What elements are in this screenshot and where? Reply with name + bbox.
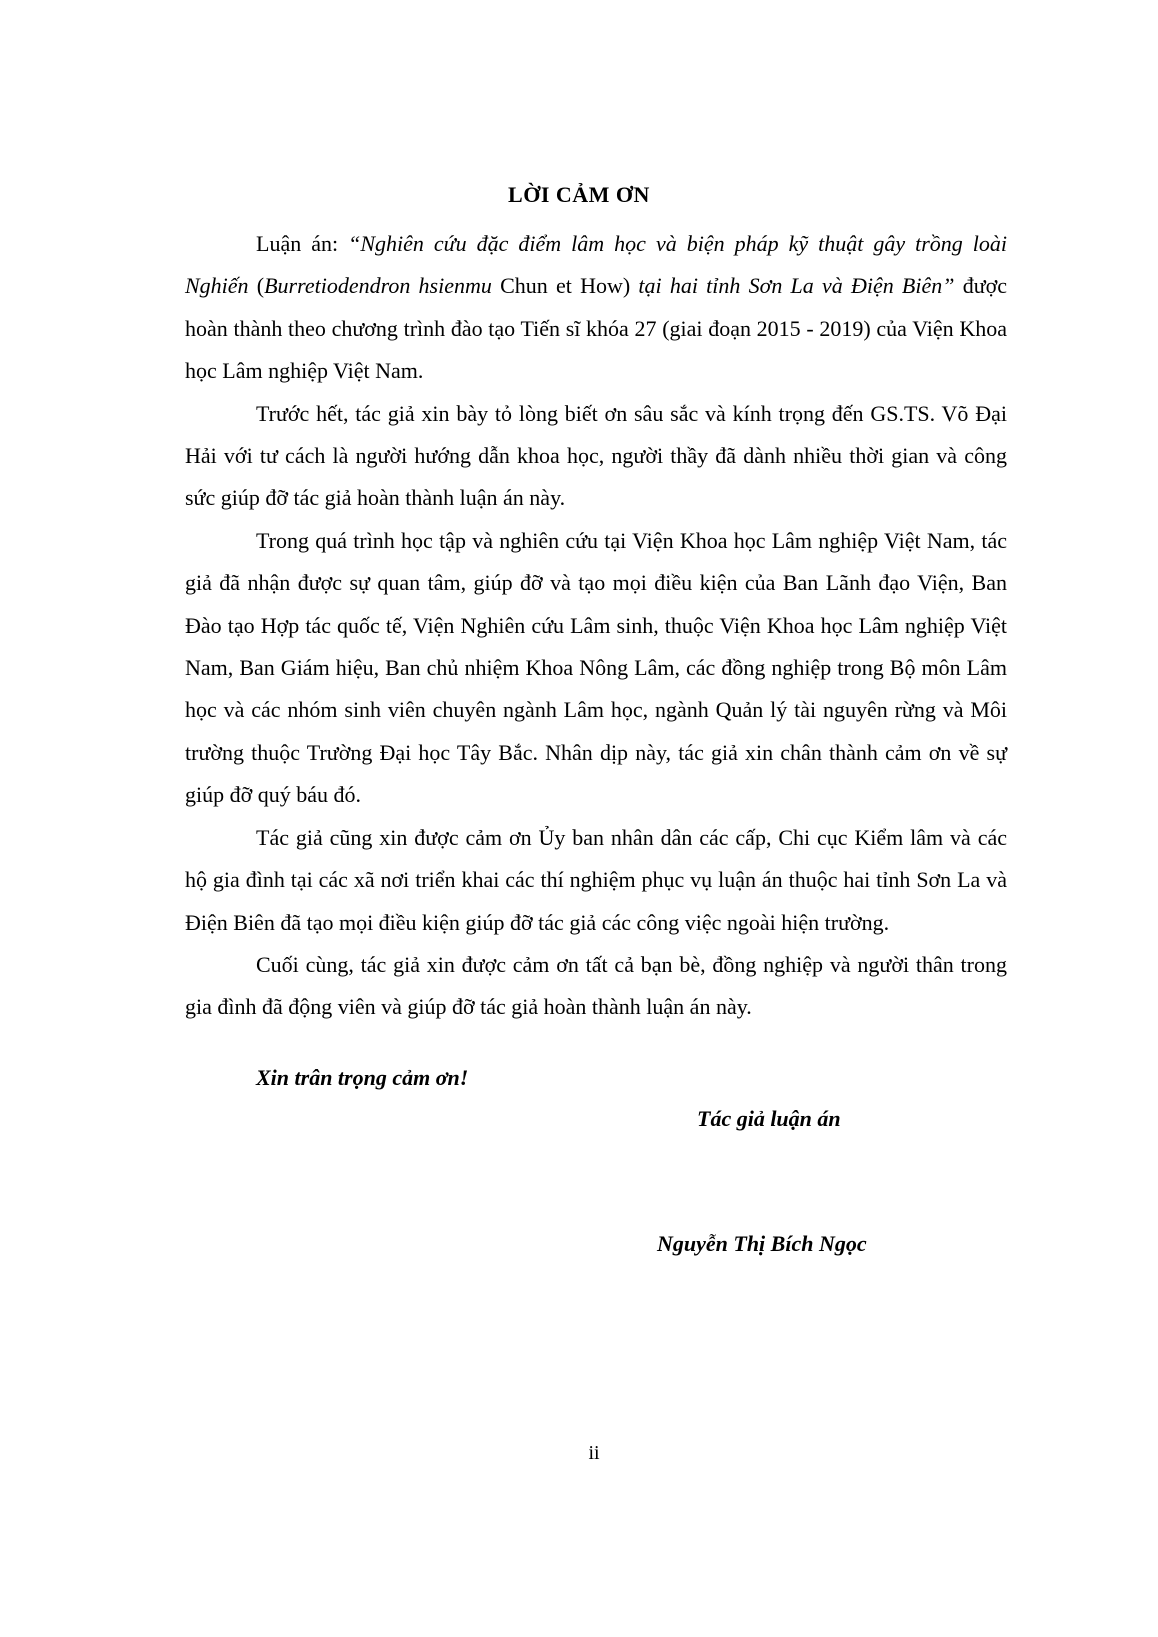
- page-title: LỜI CẢM ƠN: [508, 182, 650, 207]
- intro-paragraph: [185, 223, 1007, 393]
- thesis-title-part2: tại hai tỉnh Sơn La và Điện Biên”: [638, 273, 955, 299]
- page-number: ii: [588, 1442, 600, 1464]
- species-name: Burretiodendron hsienmu: [264, 273, 492, 299]
- intro-rest: được hoàn thành theo chương trình đào tạo Tiến sĩ khóa 27 (giai đoạn 2015 - 2019) của Viện Khoa học Lâm nghiệp Việt Nam.: [185, 273, 1008, 384]
- paragraph-local-support: Tác giả cũng xin được cảm ơn Ủy ban nhân dân các cấp, Chi cục Kiểm lâm và các hộ gia đình tại các xã nơi triển khai các thí nghiệm phục vụ luận án thuộc hai tỉnh Sơn La và Điện Biên đã tạo mọi điều kiện giúp đỡ tác giả các công việc ngoài hiện trường.: [185, 824, 1007, 935]
- closing-line: Xin trân trọng cảm ơn!: [256, 1065, 469, 1090]
- species-authority: Chun et How): [491, 273, 639, 299]
- paragraph-advisor: Trước hết, tác giả xin bày tỏ lòng biết ơn sâu sắc và kính trọng đến GS.TS. Võ Đại Hải với tư cách là người hướng dẫn khoa học, người thầy đã dành nhiều thời gian và công sức giúp đỡ tác giả hoàn thành luận án này.: [185, 400, 1007, 511]
- signature-role: Tác giả luận án: [697, 1106, 841, 1131]
- body-text: [185, 223, 1007, 1029]
- signature-name: Nguyễn Thị Bích Ngọc: [657, 1231, 867, 1256]
- paragraph-institutions: Trong quá trình học tập và nghiên cứu tại Viện Khoa học Lâm nghiệp Việt Nam, tác giả đã nhận được sự quan tâm, giúp đỡ và tạo mọi điều kiện của Ban Lãnh đạo Viện, Ban Đào tạo Hợp tác quốc tế, Viện Nghiên cứu Lâm sinh, thuộc Viện Khoa học Lâm nghiệp Việt Nam, Ban Giám hiệu, Ban chủ nhiệm Khoa Nông Lâm, các đồng nghiệp trong Bộ môn Lâm học và các nhóm sinh viên chuyên ngành Lâm học, ngành Quản lý tài nguyên rừng và Môi trường thuộc Trường Đại học Tây Bắc. Nhân dịp này, tác giả xin chân thành cảm ơn về sự giúp đỡ quý báu đó.: [185, 527, 1007, 808]
- open-paren: (: [248, 273, 265, 299]
- intro-lead: Luận án:: [256, 231, 349, 256]
- paragraph-family: Cuối cùng, tác giả xin được cảm ơn tất cả bạn bè, đồng nghiệp và người thân trong gia đình đã động viên và giúp đỡ tác giả hoàn thành luận án này.: [185, 951, 1007, 1020]
- thesis-title-part1: “Nghiên cứu đặc điểm lâm học và biện pháp kỹ thuật gây trồng loài Nghiến: [185, 231, 1007, 299]
